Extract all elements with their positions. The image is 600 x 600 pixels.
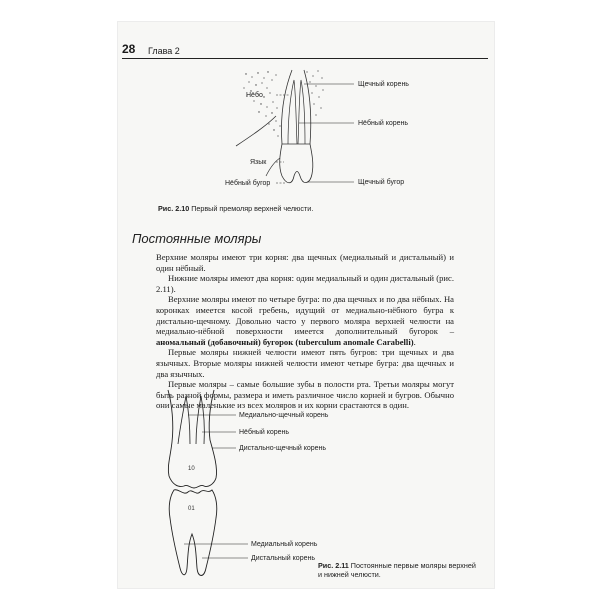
label-palatal-root: Нёбный корень (358, 120, 409, 127)
caption-2-11-number: Рис. 2.11 (318, 561, 349, 570)
caption-2-10 (158, 204, 313, 213)
caption-2-10-text: Первый премоляр верхней челюсти. (191, 204, 314, 213)
paragraph-3-end: . (413, 336, 416, 347)
figure-2-10 (206, 66, 496, 196)
label-distobuccal-root: Дистально-щечный корень (239, 445, 327, 452)
label-mesiobuccal-root: Медиально-щечный корень (239, 412, 329, 419)
label-mesial-root: Медиальный корень (251, 541, 318, 548)
paragraph-4: Первые моляры нижней челюсти имеют пять бугров: три щечных и два язычных. Вторые моляры нижней челюсти имеют четыре бугра: два щечных и два язычных. (156, 347, 454, 379)
premolar-illustration (206, 66, 496, 196)
paragraph-3-lead: Верхние моляры имеют по четыре бугра: по два щечных и по два нёбных. На коронках имеется косой гребень, идущий от медиально-нёбного бугра к дистально-щечному. Довольно часто у первого моляра верхней челюсти на медиально-нёбной поверхности имеется дополнительный бугорок – (156, 294, 454, 337)
caption-2-11-text: Постоянные первые моляры верхней и нижней челюсти. (318, 561, 476, 579)
section-title: Постоянные моляры (132, 231, 262, 246)
label-distal-root: Дистальный корень (251, 555, 315, 562)
figure-2-11 (150, 384, 350, 586)
caption-2-11 (318, 561, 478, 579)
chapter-title: Глава 2 (148, 46, 180, 56)
page-header (122, 42, 488, 59)
label-palate: Нёбо (246, 92, 263, 99)
paragraph-5: Первые моляры – самые большие зубы в полости рта. Третьи моляры могут быть разной формы, размера и иметь различное число корней и бугров. Обычно они самые маленькие из всех моляров и их корни срастаются в один. (156, 379, 454, 411)
carabelli-term: аномальный (добавочный) бугорок (tuberculum anomale Carabelli) (156, 336, 414, 347)
paragraph-3 (156, 294, 454, 347)
page-number: 28 (122, 42, 136, 56)
book-page (118, 22, 494, 588)
label-palatal-cusp: Нёбный бугор (225, 180, 271, 187)
label-buccal-cusp: Щечный бугор (358, 179, 405, 186)
caption-2-10-number: Рис. 2.10 (158, 204, 190, 213)
molars-illustration (150, 384, 350, 586)
svg-text:10: 10 (188, 466, 195, 472)
label-upper-palatal-root: Нёбный корень (239, 429, 290, 436)
paragraph-2: Нижние моляры имеют два корня: один медиальный и один дистальный (рис. 2.11). (156, 273, 454, 294)
label-buccal-root: Щечный корень (358, 81, 409, 88)
paragraph-1: Верхние моляры имеют три корня: два щечных (медиальный и дистальный) и один нёбный. (156, 252, 454, 273)
svg-text:01: 01 (188, 506, 195, 512)
label-tongue: Язык (250, 159, 267, 166)
